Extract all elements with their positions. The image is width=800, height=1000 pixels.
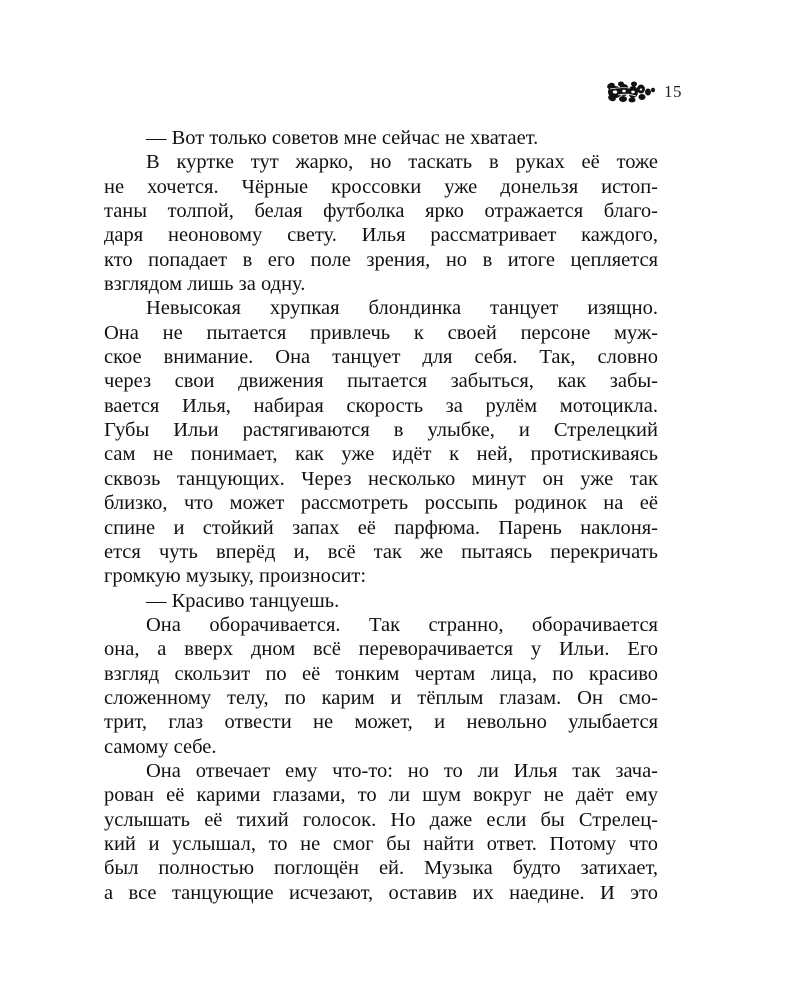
text-line: услышать её тихий голосок. Но даже если бы Стрелец- xyxy=(104,808,658,831)
text-line: взгляд скользит по её тонким чертам лица, по красиво xyxy=(104,662,658,685)
text-line: вается Илья, набирая скорость за рулём мотоцикла. xyxy=(104,394,658,417)
text-line: кий и услышал, то не смог бы найти ответ. Потому что xyxy=(104,832,658,855)
text-line: ское внимание. Она танцует для себя. Так, словно xyxy=(104,346,658,369)
page-number: 15 xyxy=(664,82,682,101)
text-line: сложенному телу, по карим и тёплым глазам. Он смо- xyxy=(104,686,658,709)
text-line: Она отвечает ему что-то: но то ли Илья так зача- xyxy=(146,759,658,782)
text-line: сквозь танцующих. Через несколько минут он уже так xyxy=(104,467,658,490)
text-line: ется чуть вперёд и, всё так же пытаясь перекричать xyxy=(104,540,658,563)
text-line: сам не понимает, как уже идёт к ней, протискиваясь xyxy=(104,443,658,466)
text-line: кто попадает в его поле зрения, но в итоге цепляется xyxy=(104,248,658,271)
text-line: В куртке тут жарко, но таскать в руках её тоже xyxy=(146,151,658,174)
text-line: самому себе. xyxy=(104,735,217,758)
body-text xyxy=(104,126,658,905)
text-line: трит, глаз отвести не может, и невольно улыбается xyxy=(104,711,658,734)
text-line: рован её карими глазами, то ли шум вокруг не даёт ему xyxy=(104,784,658,807)
text-line: громкую музыку, произносит: xyxy=(104,565,367,588)
text-line: взглядом лишь за одну. xyxy=(104,273,306,296)
text-line: близко, что может рассмотреть россыпь родинок на её xyxy=(104,492,658,515)
text-line: — Вот только советов мне сейчас не хватает. xyxy=(146,127,539,149)
text-line: Губы Ильи растягиваются в улыбке, и Стрелецкий xyxy=(104,419,658,442)
text-line: а все танцующие исчезают, оставив их наедине. И это xyxy=(104,881,658,904)
text-line: таны толпой, белая футболка ярко отражается благо- xyxy=(104,200,658,223)
text-line: Невысокая хрупкая блондинка танцует изящно. xyxy=(146,297,658,320)
text-line: спине и стойкий запах её парфюма. Парень наклоня- xyxy=(104,516,658,539)
text-line: был полностью поглощён ей. Музыка будто затихает, xyxy=(104,857,658,880)
floral-ornament-icon xyxy=(606,80,656,104)
text-line: даря неоновому свету. Илья рассматривает каждого, xyxy=(104,224,658,247)
text-line: Она оборачивается. Так странно, оборачивается xyxy=(146,613,658,636)
text-line: через свои движения пытается забыться, как забы- xyxy=(104,370,658,393)
text-line: Она не пытается привлечь к своей персоне муж- xyxy=(104,321,658,344)
text-line: она, а вверх дном всё переворачивается у Ильи. Его xyxy=(104,638,658,661)
page-header xyxy=(606,78,690,106)
text-line: — Красиво танцуешь. xyxy=(146,589,340,612)
text-line: не хочется. Чёрные кроссовки уже донельзя истоп- xyxy=(104,175,658,198)
